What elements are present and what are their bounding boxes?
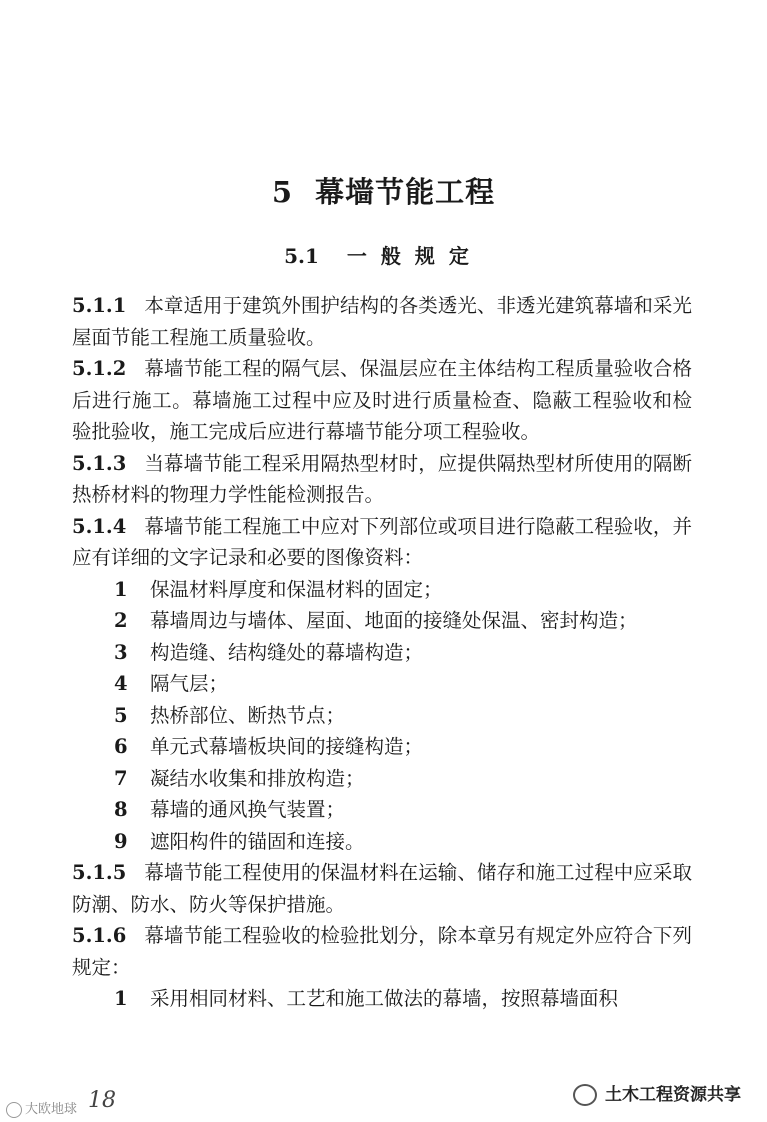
chapter-number: 5 [271,175,294,209]
section-number: 5.1 [284,244,319,268]
item-number: 1 [114,987,128,1010]
list-item [114,983,692,1015]
item-text: 构造缝、结构缝处的幕墙构造； [150,640,424,664]
clause-number: 5.1.1 [72,294,127,317]
watermark-right-text: 土木工程资源共享 [605,1085,741,1105]
clause-text: 当幕墙节能工程采用隔热型材时，应提供隔热型材所使用的隔断热桥材料的物理力学性能检测报告。 [72,451,692,506]
clause-text: 幕墙节能工程验收的检验批划分，除本章另有规定外应符合下列规定： [72,924,692,979]
clause-5-1-3 [72,448,692,511]
clause-number: 5.1.5 [72,861,127,884]
list-item [114,731,692,763]
item-text: 隔气层； [150,672,229,695]
watermark-left-text: 大欧地球 [25,1102,78,1117]
clause-5-1-2 [72,353,692,448]
list-item [114,574,692,606]
clause-text: 幕墙节能工程的隔气层、保温层应在主体结构工程质量验收合格后进行施工。幕墙施工过程中应及时进行质量检查、隐蔽工程验收和检验批验收，施工完成后应进行幕墙节能分项工程验收。 [72,357,692,443]
chapter-title [0,170,767,211]
item-number: 7 [114,766,128,790]
item-number: 9 [114,829,128,853]
list-item [114,826,692,858]
list-item [114,700,692,732]
wechat-channel-icon [573,1084,597,1106]
item-text: 凝结水收集和排放构造； [150,766,365,790]
clause-number: 5.1.4 [72,514,127,538]
watermark-logo-icon [6,1102,22,1118]
clause-text: 本章适用于建筑外围护结构的各类透光、非透光建筑幕墙和采光屋面节能工程施工质量验收。 [72,294,692,349]
watermark-right [569,1078,745,1108]
clause-number: 5.1.6 [72,924,127,947]
page-number: 18 [88,1088,116,1113]
item-text: 幕墙的通风换气装置； [150,798,346,821]
clause-5-1-6 [72,920,692,983]
item-text: 保温材料厚度和保温材料的固定； [150,577,443,601]
clause-text: 幕墙节能工程使用的保温材料在运输、储存和施工过程中应采取防潮、防水、防火等保护措施。 [72,861,692,916]
item-text: 幕墙周边与墙体、屋面、地面的接缝处保温、密封构造； [150,609,638,632]
document-body [72,290,692,1015]
clause-number: 5.1.2 [72,357,127,380]
item-text: 采用相同材料、工艺和施工做法的幕墙，按照幕墙面积 [150,987,619,1010]
item-number: 1 [114,577,128,601]
clause-5-1-5 [72,857,692,920]
clause-5-1-4 [72,511,692,574]
clause-number: 5.1.3 [72,451,127,475]
item-number: 2 [114,609,128,632]
item-number: 6 [114,735,128,758]
list-item [114,668,692,700]
item-number: 3 [114,640,128,664]
watermark-left [6,1098,77,1118]
item-number: 4 [114,672,128,695]
clause-5-1-1 [72,290,692,353]
list-item [114,763,692,795]
item-number: 8 [114,798,128,821]
section-title [0,240,767,269]
item-text: 热桥部位、断热节点； [150,703,346,727]
clause-text: 幕墙节能工程施工中应对下列部位或项目进行隐蔽工程验收，并应有详细的文字记录和必要的图像资料： [72,514,692,569]
chapter-title-text: 幕墙节能工程 [315,175,496,209]
item-text: 单元式幕墙板块间的接缝构造； [150,735,424,758]
list-item [114,794,692,826]
list-item [114,605,692,637]
item-text: 遮阳构件的锚固和连接。 [150,829,365,853]
list-item [114,637,692,669]
item-number: 5 [114,703,128,727]
section-title-text: 一般规定 [346,244,483,268]
